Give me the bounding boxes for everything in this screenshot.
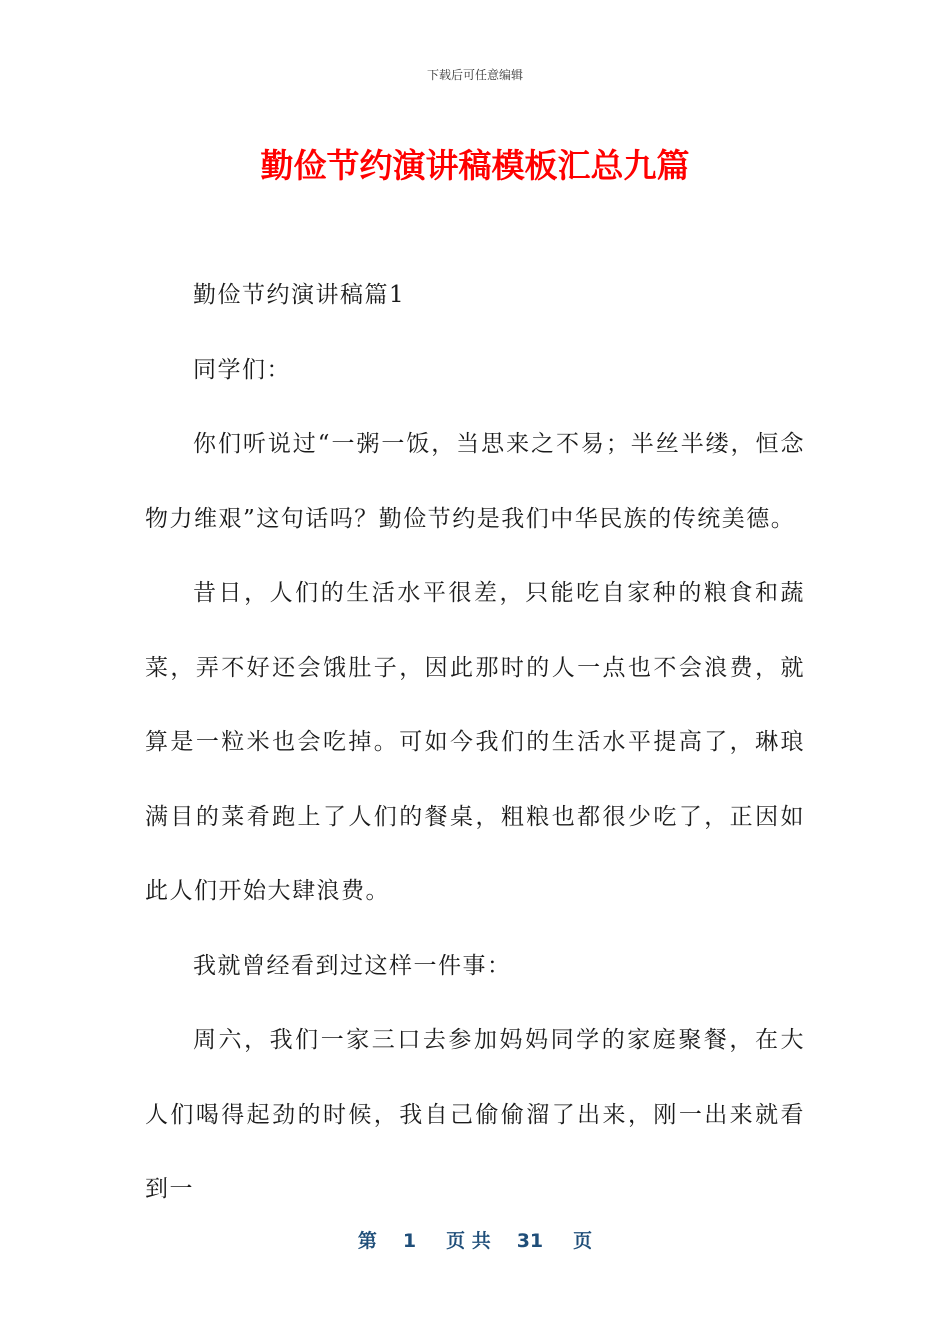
footer-middle: 页 共 — [446, 1230, 491, 1252]
footer-current-page: 1 — [402, 1230, 417, 1252]
section-heading: 勤俭节约演讲稿篇1 — [193, 282, 406, 308]
document-body — [145, 258, 805, 1227]
header-note: 下载后可任意编辑 — [426, 68, 523, 82]
paragraph: 同学们： — [193, 356, 291, 383]
paragraph: 我就曾经看到过这样一件事： — [193, 952, 512, 979]
footer-suffix: 页 — [573, 1230, 593, 1252]
document-title: 勤俭节约演讲稿模板汇总九篇 — [260, 146, 690, 185]
page-footer — [0, 1226, 950, 1253]
paragraph: 昔日，人们的生活水平很差，只能吃自家种的粮食和蔬菜，弄不好还会饿肚子，因此那时的人一点也不会浪费，就算是一粒米也会吃掉。可如今我们的生活水平提高了，琳琅满目的菜肴跑上了人们的餐桌，粗粮也都很少吃了，正因如此人们开始大肆浪费。 — [145, 580, 805, 904]
footer-total-pages: 31 — [516, 1230, 544, 1252]
footer-prefix: 第 — [357, 1230, 377, 1252]
paragraph: 你们听说过“一粥一饭，当思来之不易；半丝半缕，恒念物力维艰”这句话吗？勤俭节约是我们中华民族的传统美德。 — [145, 431, 805, 532]
paragraph: 周六，我们一家三口去参加妈妈同学的家庭聚餐，在大人们喝得起劲的时候，我自己偷偷溜了出来，刚一出来就看到一 — [145, 1027, 805, 1202]
